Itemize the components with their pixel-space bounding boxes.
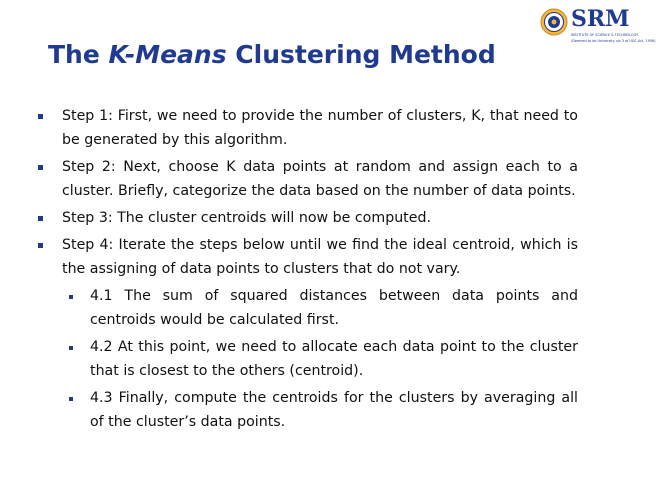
- substep-item-4-2: [38, 335, 578, 383]
- step-text: Step 3: The cluster centroids will now be computed.: [62, 210, 431, 226]
- logo-subtitle-1: INSTITUTE OF SCIENCE & TECHNOLOGY: [571, 33, 639, 37]
- step-item-3: [38, 206, 578, 230]
- step-list: [38, 104, 578, 437]
- university-seal-icon: [540, 8, 568, 36]
- step-text: Step 2: Next, choose K data points at random and assign each to a cluster. Briefly, categorize the data based on the number of data points.: [62, 159, 578, 199]
- square-bullet-icon: [69, 397, 73, 401]
- title-emphasis: K-Means: [108, 40, 227, 69]
- step-item-1: [38, 104, 578, 152]
- step-text: Step 1: First, we need to provide the number of clusters, K, that need to be generated by this algorithm.: [62, 108, 578, 148]
- step-text: Step 4: Iterate the steps below until we find the ideal centroid, which is the assigning of data points to clusters that do not vary.: [62, 237, 578, 277]
- substep-text: 4.1 The sum of squared distances between data points and centroids would be calculated first.: [90, 288, 578, 328]
- square-bullet-icon: [38, 114, 43, 119]
- square-bullet-icon: [69, 295, 73, 299]
- substep-text: 4.3 Finally, compute the centroids for the clusters by averaging all of the cluster’s data points.: [90, 390, 578, 430]
- substep-text: 4.2 At this point, we need to allocate each data point to the cluster that is closest to the others (centroid).: [90, 339, 578, 379]
- square-bullet-icon: [38, 216, 43, 221]
- square-bullet-icon: [38, 243, 43, 248]
- srm-logo: [540, 6, 656, 50]
- logo-brand-text: SRM: [571, 6, 630, 32]
- substep-item-4-3: [38, 386, 578, 434]
- substep-item-4-1: [38, 284, 578, 332]
- title-prefix: The: [48, 40, 100, 69]
- title-suffix: Clustering Method: [235, 40, 496, 69]
- square-bullet-icon: [69, 346, 73, 350]
- step-item-4: [38, 233, 578, 281]
- square-bullet-icon: [38, 165, 43, 170]
- slide-title: [48, 40, 496, 69]
- logo-subtitle-2: (Deemed to be University u/s 3 of UGC Act, 1956): [571, 39, 656, 43]
- step-item-2: [38, 155, 578, 203]
